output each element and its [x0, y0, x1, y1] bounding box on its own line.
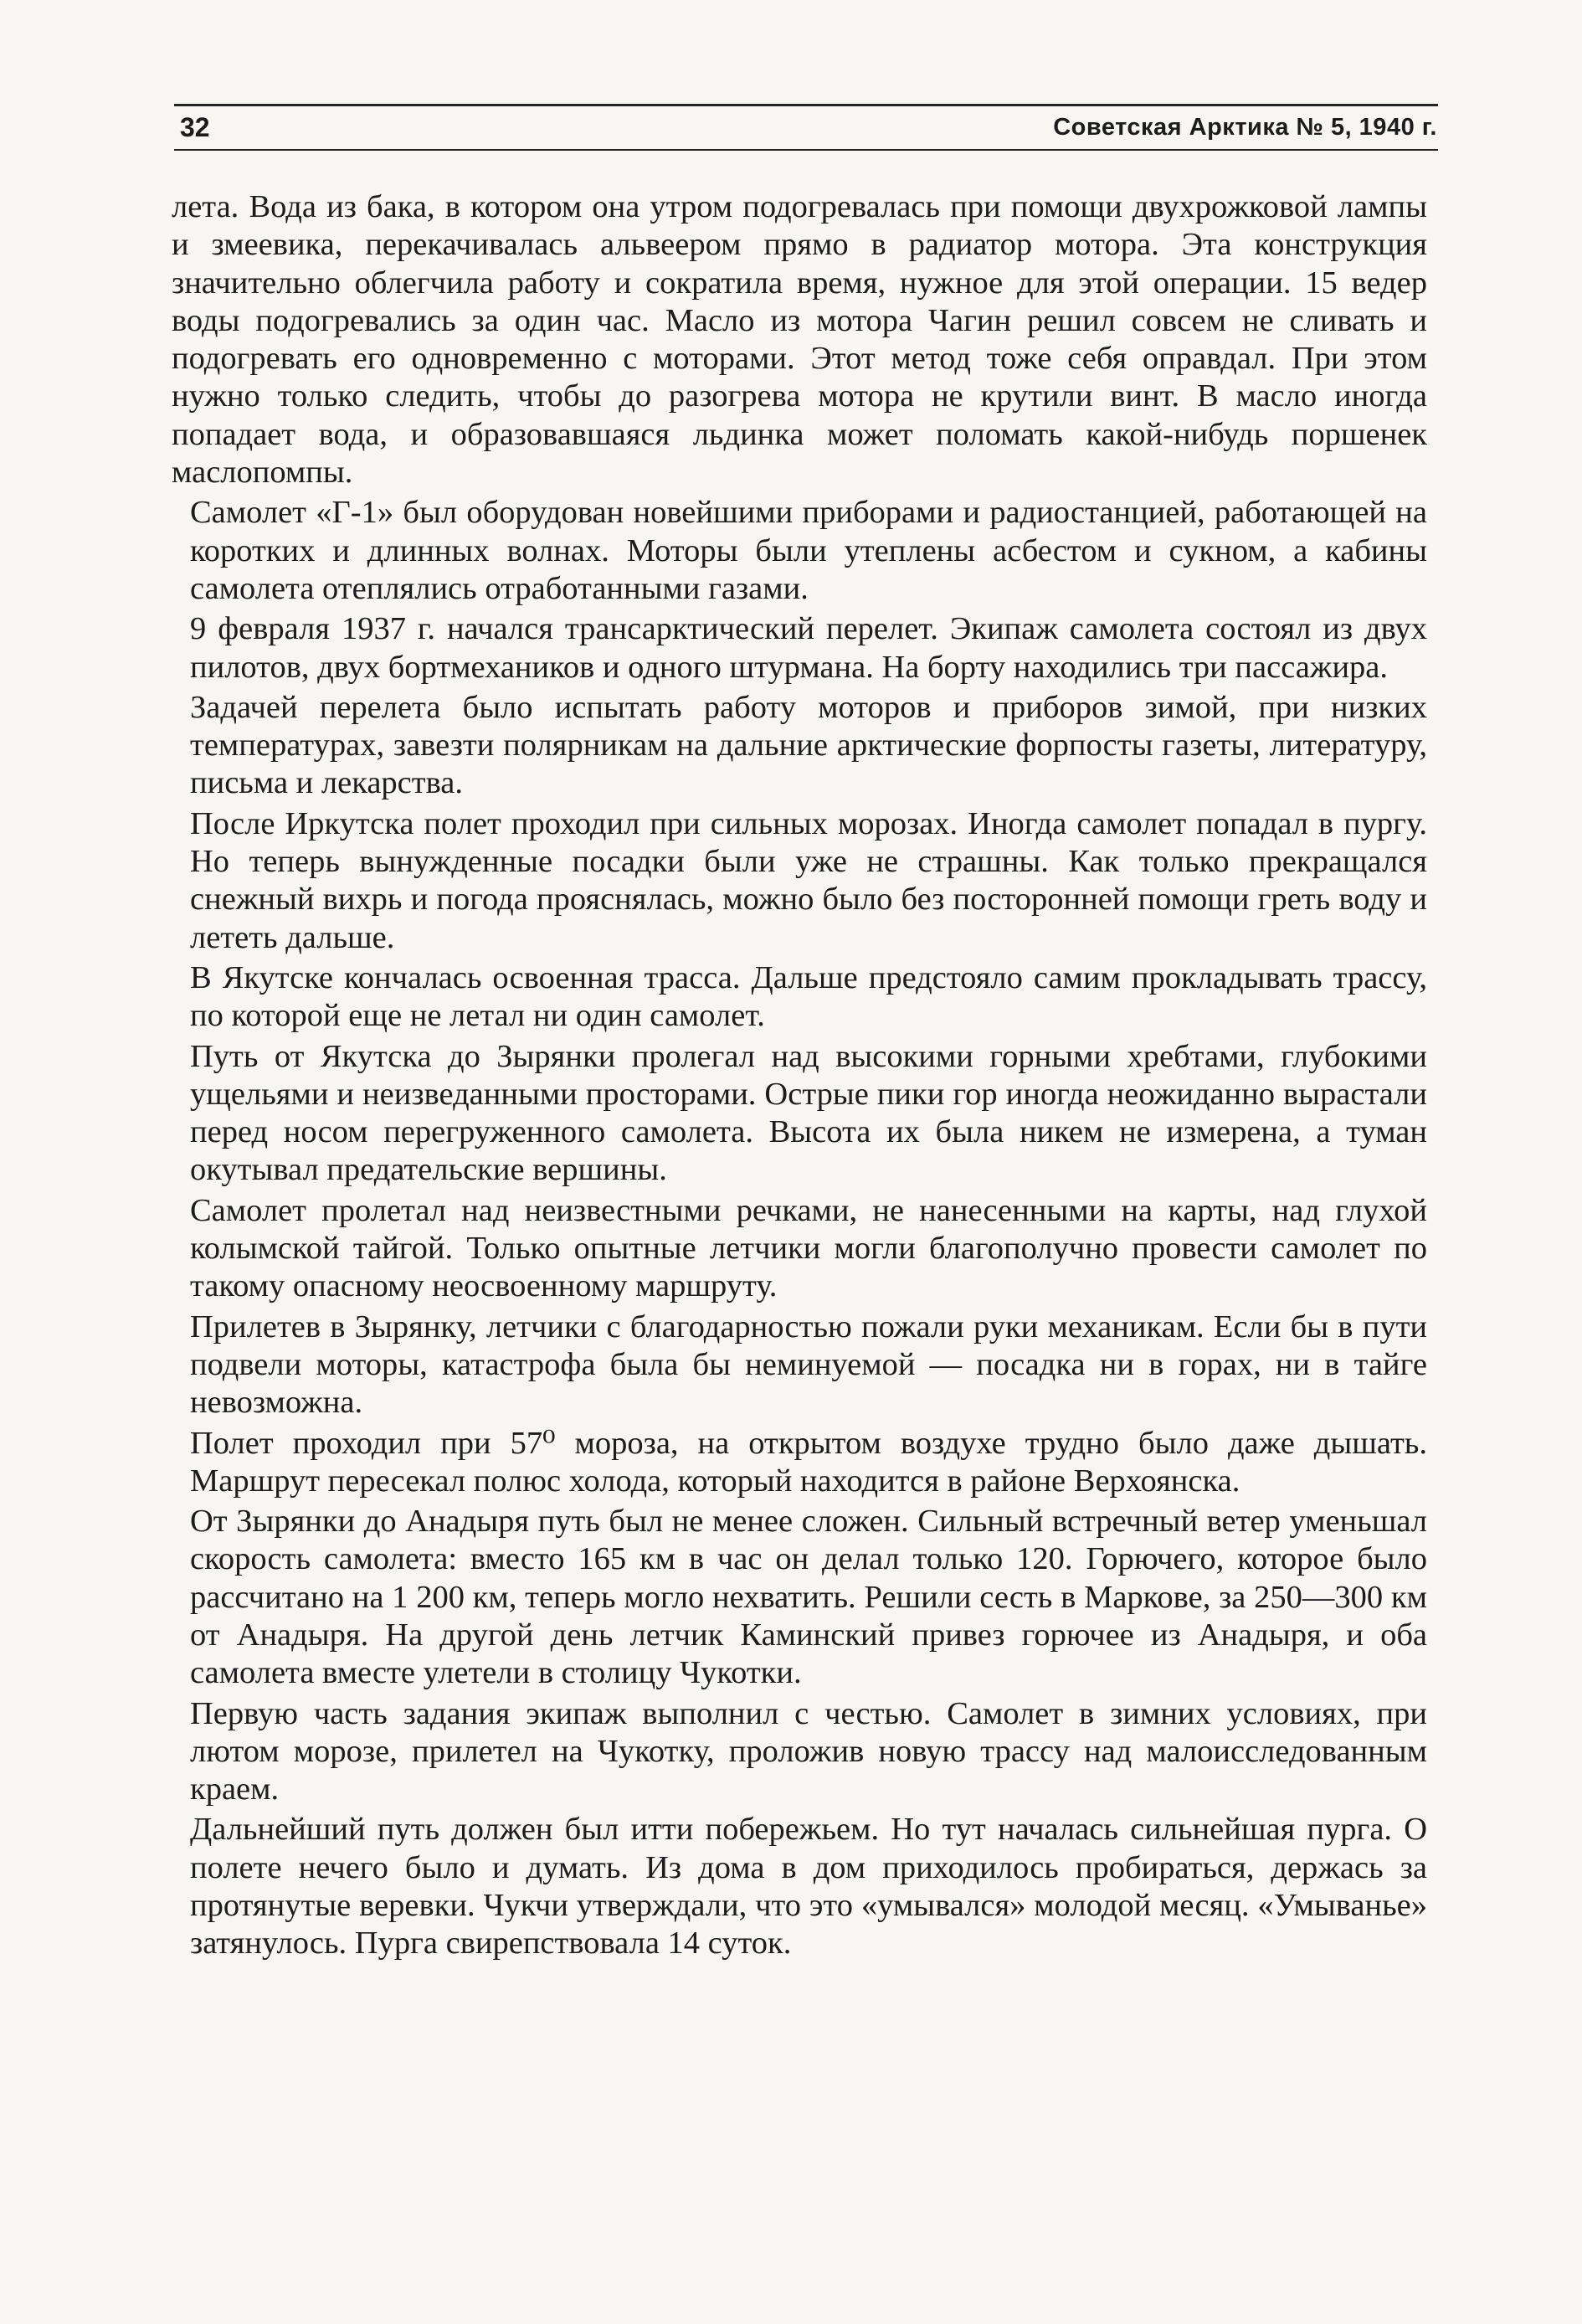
paragraph: лета. Вода из бака, в котором она утром подогревалась при помощи двухрожковой лампы и змеевика, перекачивалась альвеером прямо в радиатор мотора. Эта конструкция значительно облегчила работу и сократила время, нужное для этой операции. 15 ведер воды подогревались за один час. Масло из мотора Чагин решил совсем не сливать и подогревать его одновременно с моторами. Этот метод тоже себя оправдал. При этом нужно только следить, чтобы до разогрева мотора не крутили винт. В масло иногда попадает вода, и образовавшаяся льдинка может поломать какой-нибудь поршенек маслопомпы. — [172, 189, 1427, 491]
header-bottom-rule — [174, 149, 1438, 151]
paragraph: В Якутске кончалась освоенная трасса. Дальше предстояло самим прокладывать трассу, по которой еще не летал ни один самолет. — [190, 959, 1427, 1034]
paragraph: 9 февраля 1937 г. начался трансарктический перелет. Экипаж самолета состоял из двух пилотов, двух бортмехаников и одного штурмана. На борту находились три пассажира. — [190, 611, 1427, 685]
paragraph: Дальнейший путь должен был итти побережьем. Но тут началась сильнейшая пурга. О полете нечего было и думать. Из дома в дом приходилось пробираться, держась за протянутые веревки. Чукчи утверждали, что это «умывался» молодой месяц. «Умыванье» затянулось. Пурга свирепствовала 14 суток. — [190, 1812, 1427, 1962]
running-head: Советская Арктика № 5, 1940 г. — [1053, 114, 1437, 141]
article-body — [172, 188, 1427, 1966]
page-number: 32 — [180, 112, 210, 142]
header-top-rule — [174, 104, 1438, 106]
paragraph: Прилетев в Зырянку, летчики с благодарностью пожали руки механикам. Если бы в пути подвели моторы, катастрофа была бы неминуемой — посадка ни в горах, ни в тайге невозможна. — [190, 1309, 1427, 1421]
page-header — [180, 112, 1437, 151]
paragraph: Первую часть задания экипаж выполнил с честью. Самолет в зимних условиях, при лютом морозе, прилетел на Чукотку, проложив новую трассу над малоисследованным краем. — [190, 1695, 1427, 1807]
paragraph: Самолет пролетал над неизвестными речками, не нанесенными на карты, над глухой колымской тайгой. Только опытные летчики могли благополучно провести самолет по такому опасному неосвоенному маршруту. — [190, 1192, 1427, 1304]
paragraph: От Зырянки до Анадыря путь был не менее сложен. Сильный встречный ветер уменьшал скорость самолета: вместо 165 км в час он делал только 120. Горючего, которое было рассчитано на 1 200 км, теперь могло нехватить. Решили сесть в Маркове, за 250—300 км от Анадыря. На другой день летчик Каминский привез горючее из Анадыря, и оба самолета вместе улетели в столицу Чукотки. — [190, 1504, 1427, 1691]
paragraph: После Иркутска полет проходил при сильных морозах. Иногда самолет попадал в пургу. Но теперь вынужденные посадки были уже не страшны. Как только прекращался снежный вихрь и погода прояснялась, можно было без посторонней помощи греть воду и лететь дальше. — [190, 805, 1427, 955]
paragraph: Самолет «Г-1» был оборудован новейшими приборами и радиостанцией, работающей на коротких и длинных волнах. Моторы были утеплены асбестом и сукном, а кабины самолета отеплялись отработанными газами. — [190, 495, 1427, 606]
paragraph: Полет проходил при 57⁰ мороза, на открытом воздухе трудно было даже дышать. Маршрут пересекал полюс холода, который находится в районе Верхоянска. — [190, 1425, 1427, 1499]
paragraph: Путь от Якутска до Зырянки пролегал над высокими горными хребтами, глубокими ущельями и неизведанными просторами. Острые пики гор иногда неожиданно вырастали перед носом перегруженного самолета. Высота их была никем не измерена, а туман окутывал предательские вершины. — [190, 1038, 1427, 1188]
paragraph: Задачей перелета было испытать работу моторов и приборов зимой, при низких температурах, завезти полярникам на дальние арктические форпосты газеты, литературу, письма и лекарства. — [190, 689, 1427, 801]
